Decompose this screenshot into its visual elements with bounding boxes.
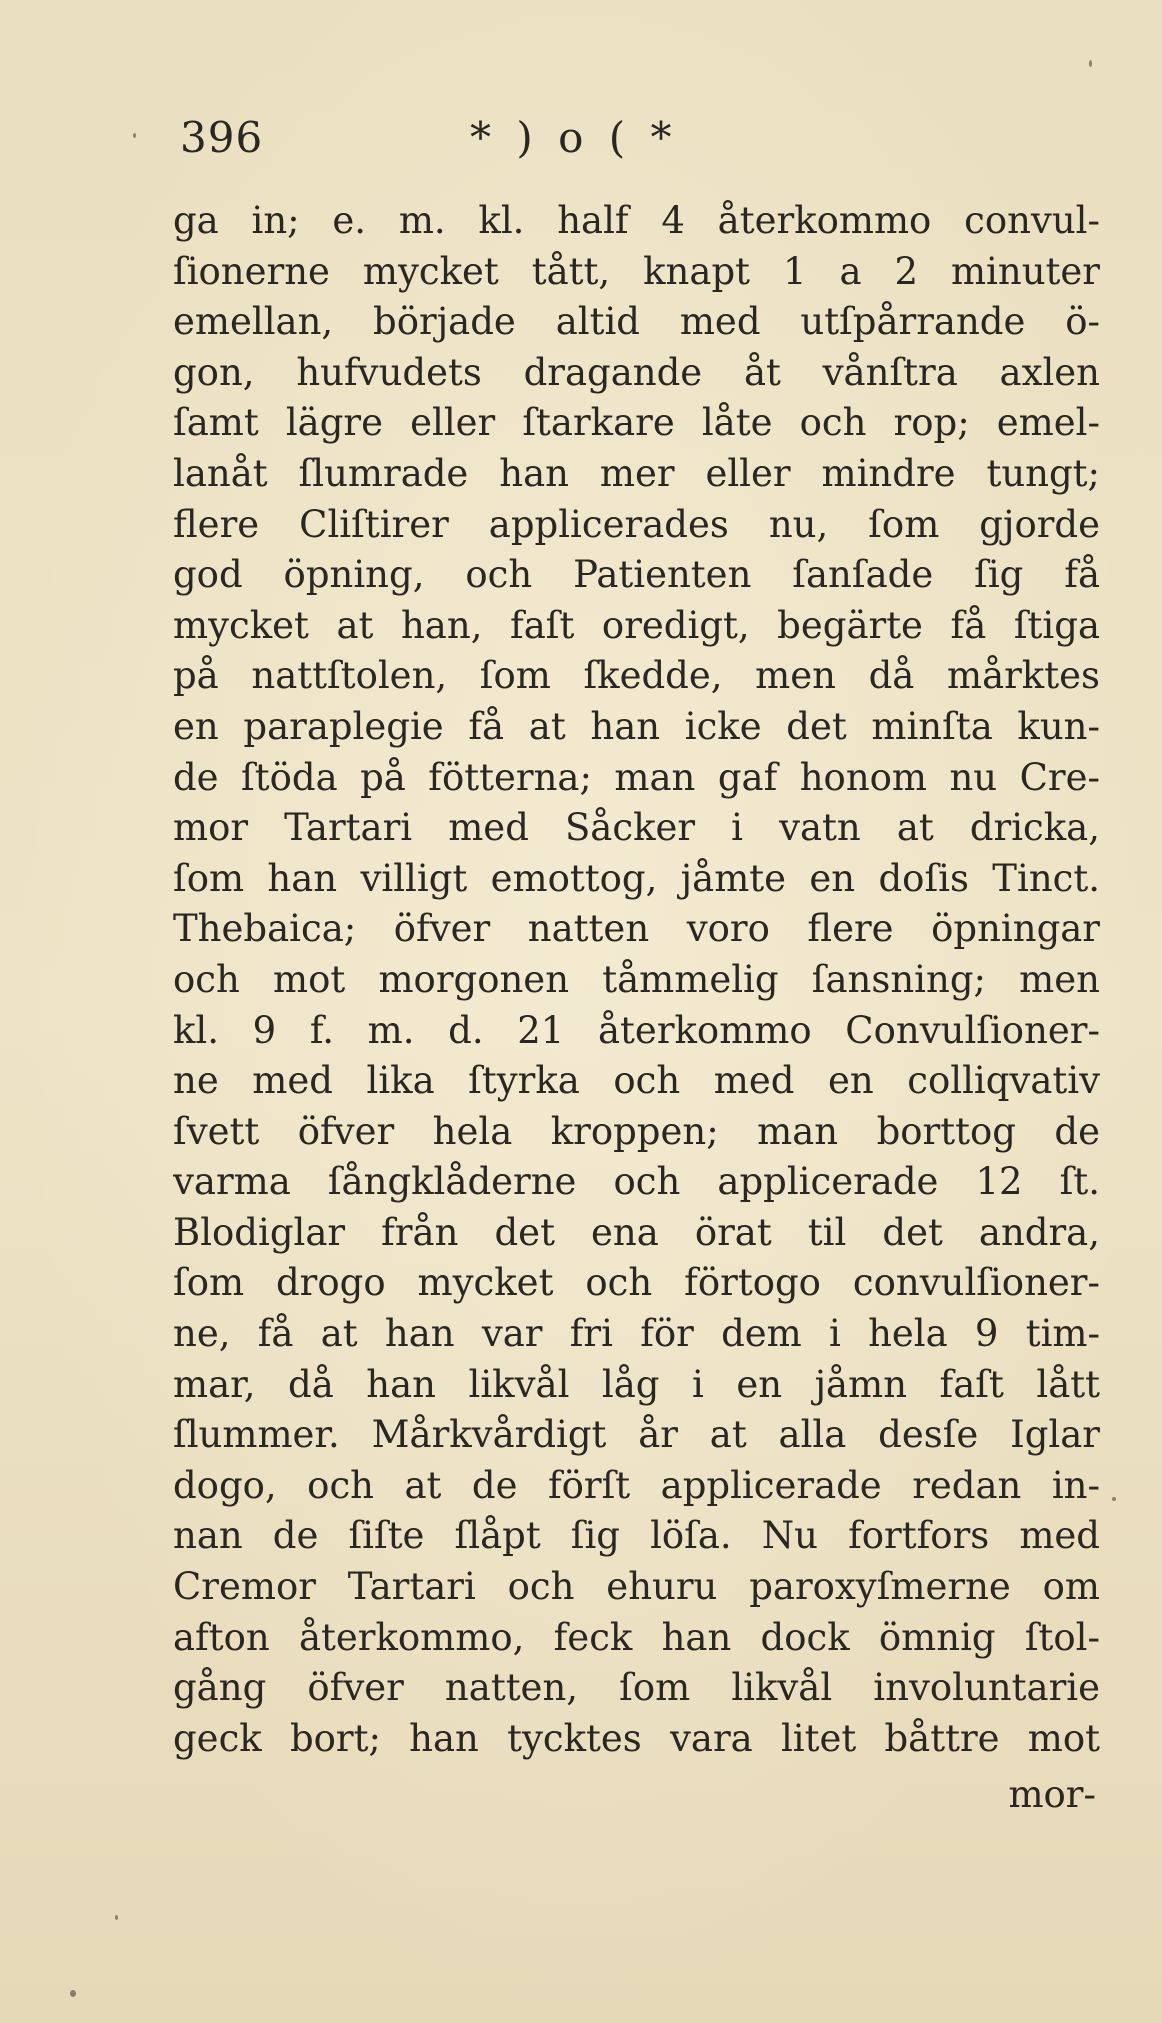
text-line: ſionerne mycket tått, knapt 1 a 2 minuter	[173, 249, 1100, 293]
text-line: mycket at han, faſt oredigt, begärte få ſtiga	[173, 603, 1100, 647]
text-line: ne, få at han var fri för dem i hela 9 tim-	[173, 1312, 1100, 1356]
text-line: en paraplegie få at han icke det minſta kun-	[173, 704, 1100, 748]
text-line: flere Cliſtirer applicerades nu, ſom gjorde	[173, 502, 1100, 546]
text-line: nan de ſiſte ſlåpt ſig löſa. Nu fortfors med	[173, 1514, 1100, 1558]
text-line: ne med lika ſtyrka och med en colliqvativ	[173, 1059, 1100, 1103]
text-line: gång öfver natten, ſom likvål involuntarie	[173, 1666, 1100, 1710]
text-line: ſom drogo mycket och förtogo convulſioner-	[173, 1261, 1100, 1305]
paper-speck	[1112, 1497, 1116, 1501]
text-line: ſom han villigt emottog, jåmte en doſis Tinct.	[173, 856, 1100, 900]
text-line: god öpning, och Patienten ſanſade ſig få	[173, 553, 1100, 597]
body-text	[173, 196, 1100, 1764]
text-line: Cremor Tartari och ehuru paroxyſmerne om	[173, 1565, 1100, 1609]
catchword: mor-	[1008, 1773, 1096, 1816]
text-line: kl. 9 f. m. d. 21 återkommo Convulſioner-	[173, 1008, 1100, 1052]
text-line: gon, hufvudets dragande åt vånſtra axlen	[173, 350, 1100, 394]
running-header	[180, 108, 1000, 168]
text-line: varma ſångklåderne och applicerade 12 ſt.	[173, 1160, 1100, 1204]
text-line: Blodiglar från det ena örat til det andra,	[173, 1210, 1100, 1254]
text-line: ſvett öfver hela kroppen; man borttog de	[173, 1109, 1100, 1153]
paper-speck	[70, 1990, 76, 1997]
paper-speck	[133, 133, 136, 138]
text-line: geck bort; han tycktes vara litet båttre mot	[173, 1716, 1100, 1760]
text-line: de ſtöda på fötterna; man gaf honom nu Cre-	[173, 755, 1100, 799]
header-ornament: * ) o ( *	[470, 113, 678, 162]
paper-speck	[115, 1915, 118, 1920]
text-line: ſlummer. Mårkvårdigt år at alla desſe Iglar	[173, 1413, 1100, 1457]
text-line: ſamt lägre eller ſtarkare låte och rop; emel-	[173, 401, 1100, 445]
text-line: mor Tartari med Såcker i vatn at dricka,	[173, 806, 1100, 850]
text-line: ga in; e. m. kl. half 4 återkommo convul-	[173, 199, 1100, 242]
text-line: afton återkommo, feck han dock ömnig ſtol-	[173, 1615, 1100, 1659]
text-line: emellan, började altid med utſpårrande ö-	[173, 300, 1100, 344]
text-line: lanåt ſlumrade han mer eller mindre tungt;	[173, 451, 1100, 495]
text-line: på nattſtolen, ſom ſkedde, men då mårktes	[173, 654, 1100, 698]
paper-speck	[1089, 60, 1092, 67]
page-number: 396	[180, 113, 264, 162]
text-line: dogo, och at de förſt applicerade redan in-	[173, 1463, 1100, 1507]
text-line: och mot morgonen tåmmelig ſansning; men	[173, 957, 1100, 1001]
text-line: Thebaica; öfver natten voro flere öpningar	[173, 907, 1100, 951]
text-line: mar, då han likvål låg i en jåmn faſt lått	[173, 1362, 1100, 1406]
